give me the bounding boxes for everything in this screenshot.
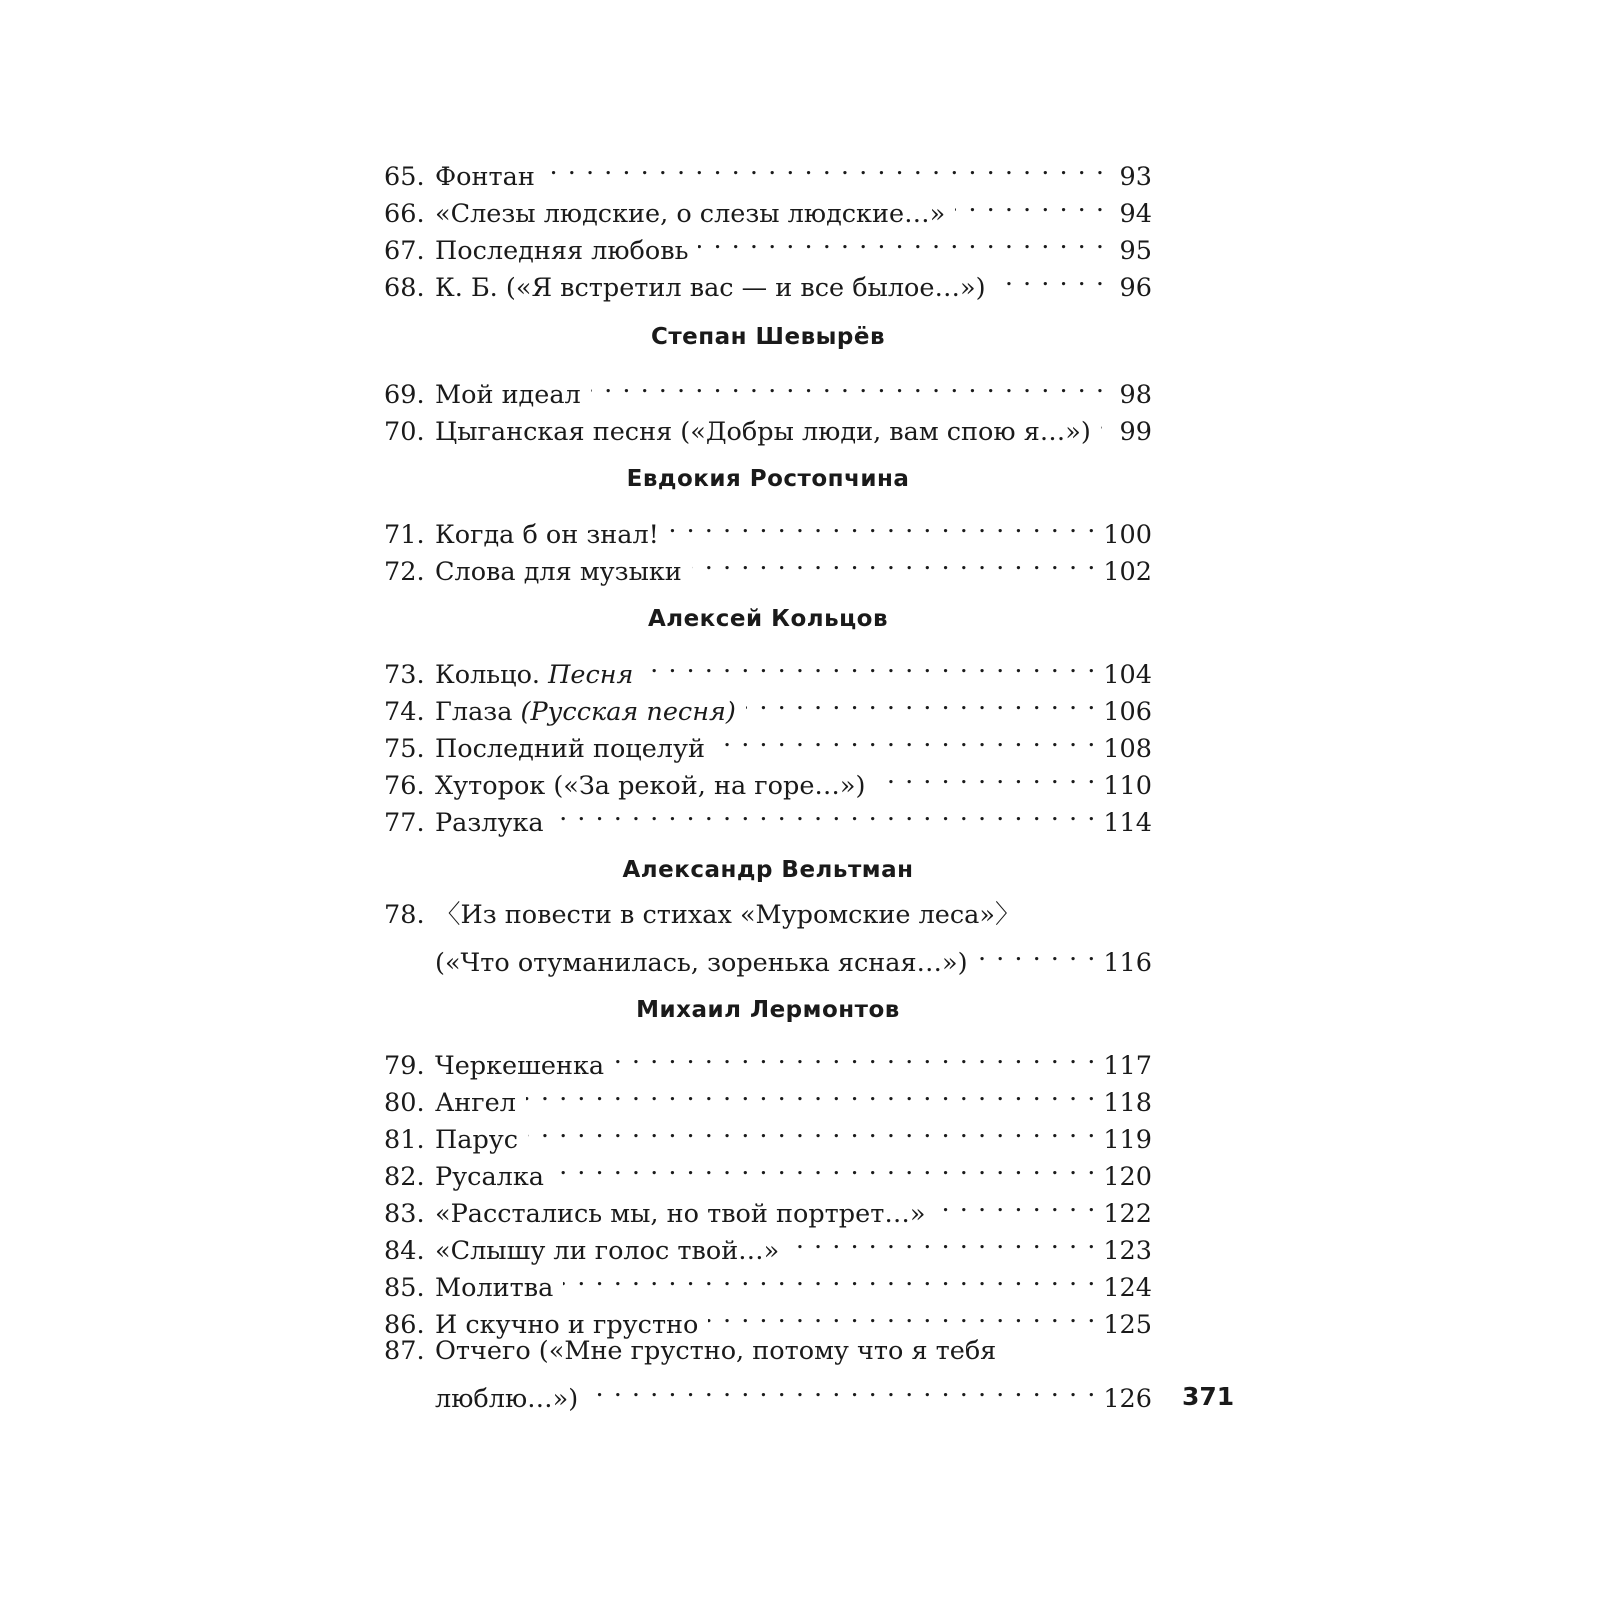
entry-page: 100 — [1103, 520, 1152, 550]
dot-leader — [528, 1111, 1095, 1148]
dot-leader — [526, 1074, 1095, 1111]
entry-number: 86. — [384, 1310, 425, 1340]
dot-leader — [789, 1222, 1095, 1259]
dot-leader — [698, 222, 1104, 259]
entry-title: Разлука — [435, 808, 544, 838]
author-heading: Михаил Лермонтов — [636, 997, 900, 1023]
entry-page: 110 — [1103, 771, 1152, 801]
entry-page: 116 — [1103, 948, 1152, 978]
toc-entry — [384, 646, 1152, 690]
entry-page: 98 — [1119, 380, 1152, 410]
entry-number: 75. — [384, 734, 425, 764]
entry-title: К. Б. («Я встретил вас — и все былое…») — [435, 273, 986, 303]
entry-page: 118 — [1103, 1088, 1152, 1118]
toc-entry — [384, 506, 1152, 550]
dot-leader — [746, 683, 1096, 720]
dot-leader — [692, 543, 1096, 580]
toc-entry — [384, 366, 1152, 410]
entry-page: 126 — [1103, 1384, 1152, 1414]
entry-title: Мой идеал — [435, 380, 581, 410]
entry-page: 96 — [1119, 273, 1152, 303]
entry-page: 122 — [1103, 1199, 1152, 1229]
entry-title — [435, 694, 736, 731]
dot-leader — [588, 1370, 1095, 1407]
dot-leader — [554, 1148, 1095, 1185]
toc-entry — [384, 148, 1152, 192]
page-number: 371 — [1182, 1382, 1235, 1411]
entry-page: 117 — [1103, 1051, 1152, 1081]
entry-page: 93 — [1119, 162, 1152, 192]
entry-number: 76. — [384, 771, 425, 801]
entry-number: 82. — [384, 1162, 425, 1192]
dot-leader — [669, 506, 1095, 543]
entry-title-main: Глаза — [435, 697, 513, 727]
entry-title-main: Кольцо. — [435, 660, 541, 690]
dot-leader — [708, 1296, 1095, 1333]
entry-number: 80. — [384, 1088, 425, 1118]
entry-page: 106 — [1103, 697, 1152, 727]
table-of-contents — [384, 148, 1152, 1414]
entry-number: 84. — [384, 1236, 425, 1266]
entry-number: 73. — [384, 660, 425, 690]
entry-title: Русалка — [435, 1162, 544, 1192]
entry-page: 94 — [1119, 199, 1152, 229]
entry-title: Фонтан — [435, 162, 535, 192]
entry-title-line1: Отчего («Мне грустно, потому что я тебя — [435, 1336, 997, 1366]
entry-number: 77. — [384, 808, 425, 838]
entry-number: 78. — [384, 900, 425, 930]
entry-number: 74. — [384, 697, 425, 727]
toc-entry — [384, 897, 1152, 978]
entry-page: 104 — [1103, 660, 1152, 690]
entry-title-italic: (Русская песня) — [520, 697, 736, 727]
entry-page: 123 — [1103, 1236, 1152, 1266]
dot-leader — [554, 794, 1096, 831]
entry-number: 70. — [384, 417, 425, 447]
entry-number: 68. — [384, 273, 425, 303]
entry-number: 65. — [384, 162, 425, 192]
entry-page: 108 — [1103, 734, 1152, 764]
entry-number: 71. — [384, 520, 425, 550]
entry-title — [435, 657, 633, 694]
entry-title: Последняя любовь — [435, 236, 689, 266]
entry-title: Черкешенка — [435, 1051, 605, 1081]
entry-page: 124 — [1103, 1273, 1152, 1303]
entry-page: 95 — [1119, 236, 1152, 266]
dot-leader — [643, 646, 1095, 683]
dot-leader — [591, 366, 1104, 403]
entry-page: 102 — [1103, 557, 1152, 587]
entry-number: 81. — [384, 1125, 425, 1155]
entry-title: Хуторок («За рекой, на горе…») — [435, 771, 866, 801]
entry-number: 72. — [384, 557, 425, 587]
dot-leader — [715, 720, 1095, 757]
entry-title: («Что отуманилась, зоренька ясная…») — [435, 948, 968, 978]
entry-title: Цыганская песня («Добры люди, вам спою я…») — [435, 417, 1091, 447]
entry-title: И скучно и грустно — [435, 1310, 699, 1340]
author-heading: Степан Шевырёв — [650, 324, 886, 350]
toc-entry — [384, 1333, 1152, 1414]
dot-leader — [875, 757, 1095, 794]
dot-leader — [614, 1037, 1095, 1074]
entry-page: 120 — [1103, 1162, 1152, 1192]
dot-leader — [935, 1185, 1095, 1222]
author-heading: Евдокия Ростопчина — [626, 466, 910, 492]
entry-title: Молитва — [435, 1273, 554, 1303]
dot-leader — [1101, 403, 1104, 440]
entry-title-line1: 〈Из повести в стихах «Муромские леса»〉 — [435, 900, 1021, 930]
entry-number: 85. — [384, 1273, 425, 1303]
entry-title: «Слезы людские, о слезы людские…» — [435, 199, 946, 229]
dot-leader — [996, 259, 1104, 296]
dot-leader — [563, 1259, 1095, 1296]
entry-title-italic: Песня — [548, 660, 634, 690]
dot-leader — [978, 934, 1096, 971]
entry-title: Слова для музыки — [435, 557, 682, 587]
entry-title: Парус — [435, 1125, 519, 1155]
entry-title: «Слышу ли голос твой…» — [435, 1236, 780, 1266]
entry-number: 79. — [384, 1051, 425, 1081]
entry-page: 125 — [1103, 1310, 1152, 1340]
dot-leader — [955, 185, 1104, 222]
entry-number: 83. — [384, 1199, 425, 1229]
entry-title: «Расстались мы, но твой портрет…» — [435, 1199, 926, 1229]
entry-number: 69. — [384, 380, 425, 410]
entry-number: 87. — [384, 1336, 425, 1366]
entry-page: 99 — [1119, 417, 1152, 447]
dot-leader — [545, 148, 1104, 185]
author-heading: Александр Вельтман — [622, 857, 914, 883]
author-heading: Алексей Кольцов — [647, 606, 889, 632]
entry-page: 119 — [1103, 1125, 1152, 1155]
entry-title: Когда б он знал! — [435, 520, 659, 550]
entry-number: 67. — [384, 236, 425, 266]
entry-title: люблю…») — [435, 1384, 579, 1414]
entry-title: Последний поцелуй — [435, 734, 705, 764]
entry-number: 66. — [384, 199, 425, 229]
entry-title: Ангел — [435, 1088, 516, 1118]
entry-page: 114 — [1103, 808, 1152, 838]
toc-entry — [384, 1037, 1152, 1081]
